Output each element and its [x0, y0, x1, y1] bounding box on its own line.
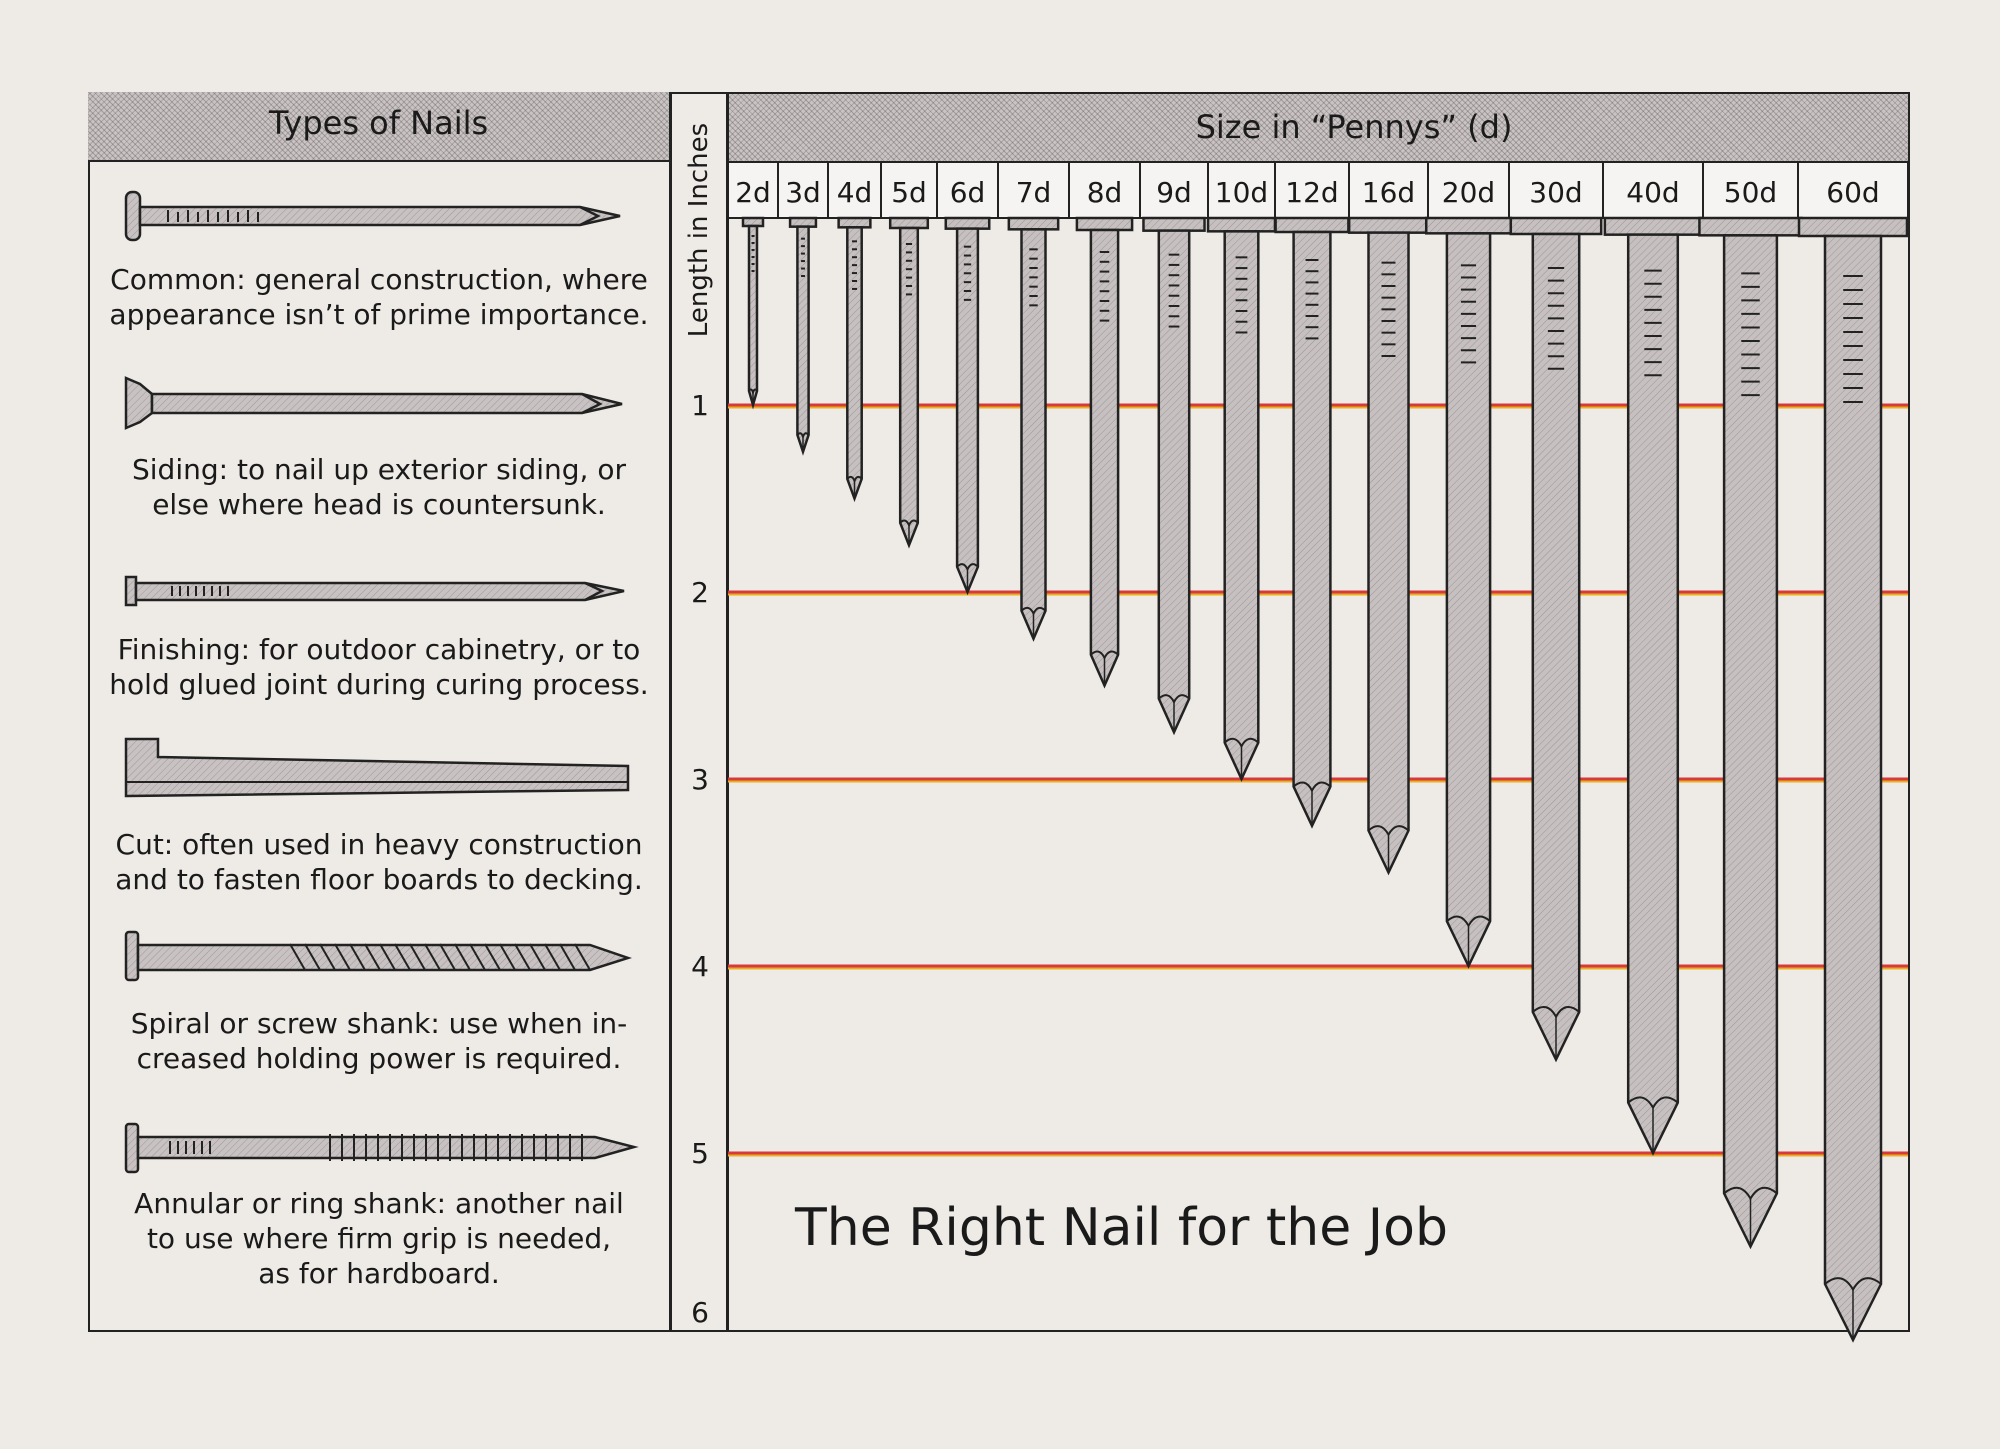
size-label-2d: 2d: [735, 176, 771, 209]
y-tick-label: 1: [691, 389, 709, 422]
nail-9d: [1143, 218, 1204, 732]
nail-4d: [839, 218, 871, 499]
nail-50d: [1699, 218, 1801, 1247]
common-desc-line-1: Common: general construction, where: [110, 263, 648, 296]
finishing-desc-line-1: Finishing: for outdoor cabinetry, or to: [117, 633, 641, 666]
size-label-9d: 9d: [1156, 176, 1192, 209]
y-tick-label: 5: [691, 1137, 709, 1170]
size-label-40d: 40d: [1626, 176, 1680, 209]
size-label-60d: 60d: [1826, 176, 1880, 209]
nail-16d: [1349, 218, 1428, 873]
annular-desc-line-2: to use where firm grip is needed,: [146, 1222, 612, 1255]
size-label-4d: 4d: [836, 176, 873, 209]
y-tick-label: 6: [691, 1296, 709, 1329]
y-tick-label: 2: [691, 576, 709, 609]
size-label-16d: 16d: [1361, 176, 1416, 209]
chart-title: The Right Nail for the Job: [795, 1198, 1448, 1258]
y-tick-label: 4: [691, 950, 709, 983]
nail-40d: [1605, 218, 1701, 1153]
siding-desc-line-2: else where head is countersunk.: [152, 488, 606, 521]
siding-desc-line-1: Siding: to nail up exterior siding, or: [132, 453, 626, 486]
annular-desc-line-1: Annular or ring shank: another nail: [134, 1187, 624, 1220]
size-label-6d: 6d: [949, 176, 986, 209]
size-label-5d: 5d: [891, 176, 927, 209]
size-label-50d: 50d: [1723, 176, 1778, 209]
size-in-pennys-title: Size in “Pennys” (d): [1195, 108, 1513, 146]
common-desc-line-2: appearance isn’t of prime importance.: [109, 298, 649, 331]
nail-12d: [1276, 218, 1349, 826]
nail-30d: [1511, 218, 1601, 1060]
size-label-20d: 20d: [1441, 176, 1496, 209]
size-label-12d: 12d: [1285, 176, 1339, 209]
spiral-desc-line-2: creased holding power is required.: [136, 1042, 622, 1075]
size-label-8d: 8d: [1086, 176, 1123, 209]
cut-desc-line-2: and to fasten floor boards to decking.: [115, 863, 643, 896]
nail-7d: [1009, 218, 1058, 639]
nail-2d: [743, 218, 763, 405]
nail-3d: [790, 218, 816, 452]
nail-8d: [1077, 218, 1132, 686]
types-of-nails-title: Types of Nails: [268, 104, 489, 142]
y-axis-label: Length in Inches: [684, 122, 714, 338]
y-tick-label: 3: [691, 763, 709, 796]
nail-10d: [1208, 218, 1275, 779]
cut-desc-line-1: Cut: often used in heavy construction: [115, 828, 643, 861]
finishing-desc-line-2: hold glued joint during curing process.: [109, 668, 649, 701]
size-label-7d: 7d: [1015, 176, 1052, 209]
size-label-10d: 10d: [1214, 176, 1269, 209]
size-label-30d: 30d: [1529, 176, 1583, 209]
nail-5d: [890, 218, 928, 545]
size-label-3d: 3d: [785, 176, 821, 209]
annular-desc-line-3: as for hardboard.: [258, 1257, 500, 1290]
spiral-desc-line-1: Spiral or screw shank: use when in-: [130, 1007, 628, 1040]
